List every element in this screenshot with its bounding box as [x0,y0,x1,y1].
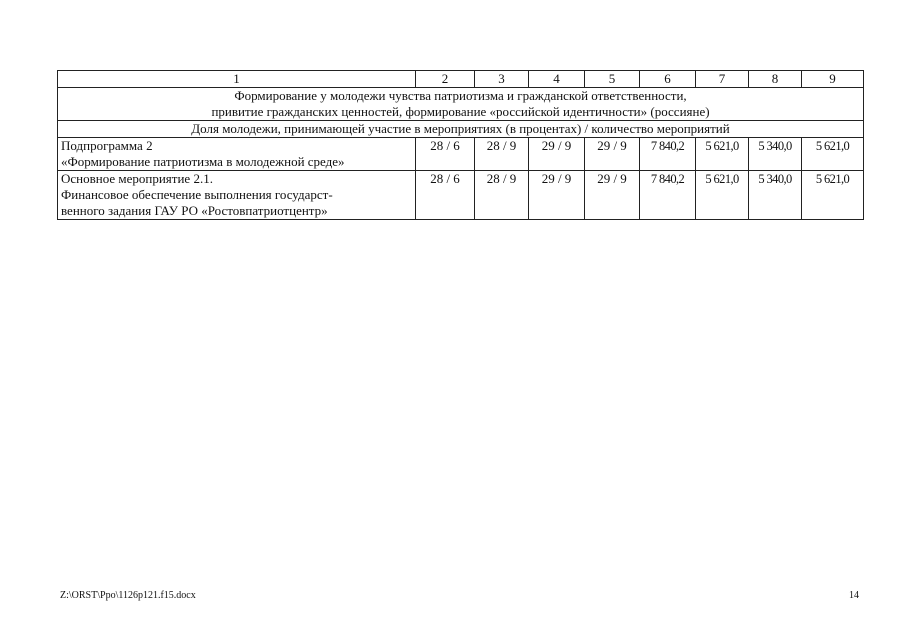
section-title-cell [58,88,864,121]
header-cell-7: 7 [696,71,749,88]
value-cell: 5 621,0 [696,138,749,171]
value-cell: 28 / 6 [416,171,475,220]
value-cell: 7 840,2 [640,138,696,171]
header-cell-3: 3 [475,71,529,88]
header-cell-4: 4 [529,71,585,88]
header-cell-9: 9 [802,71,864,88]
row-label-line: Подпрограмма 2 [61,138,153,153]
footer-file-path: Z:\ORST\Ppo\1126p121.f15.docx [60,590,196,601]
header-cell-5: 5 [585,71,640,88]
value-cell: 29 / 9 [529,171,585,220]
section-title-line: Формирование у молодежи чувства патриотизма и гражданской ответственности, [234,88,687,103]
row-label-line: венного задания ГАУ РО «Ростовпатриотцентр» [61,203,328,218]
header-cell-6: 6 [640,71,696,88]
row-label-cell [58,138,416,171]
table-row [58,138,864,171]
value-cell: 28 / 9 [475,138,529,171]
value-cell: 29 / 9 [585,171,640,220]
value-cell: 5 621,0 [696,171,749,220]
value-cell: 5 340,0 [749,171,802,220]
header-cell-2: 2 [416,71,475,88]
value-cell: 5 621,0 [802,171,864,220]
program-table [57,70,864,220]
value-cell: 28 / 9 [475,171,529,220]
page-number: 14 [849,590,859,601]
value-cell: 5 340,0 [749,138,802,171]
value-cell: 5 621,0 [802,138,864,171]
row-label-line: Финансовое обеспечение выполнения государст- [61,187,333,202]
value-cell: 29 / 9 [585,138,640,171]
value-cell: 7 840,2 [640,171,696,220]
section-title-row [58,88,864,121]
indicator-row [58,121,864,138]
header-cell-1: 1 [58,71,416,88]
row-label-cell [58,171,416,220]
value-cell: 29 / 9 [529,138,585,171]
indicator-cell: Доля молодежи, принимающей участие в мероприятиях (в процентах) / количество мероприятий [58,121,864,138]
section-title-line: привитие гражданских ценностей, формирование «российской идентичности» (россияне) [211,104,710,119]
row-label-line: «Формирование патриотизма в молодежной среде» [61,154,345,169]
header-row [58,71,864,88]
row-label-line: Основное мероприятие 2.1. [61,171,213,186]
table-row [58,171,864,220]
value-cell: 28 / 6 [416,138,475,171]
header-cell-8: 8 [749,71,802,88]
